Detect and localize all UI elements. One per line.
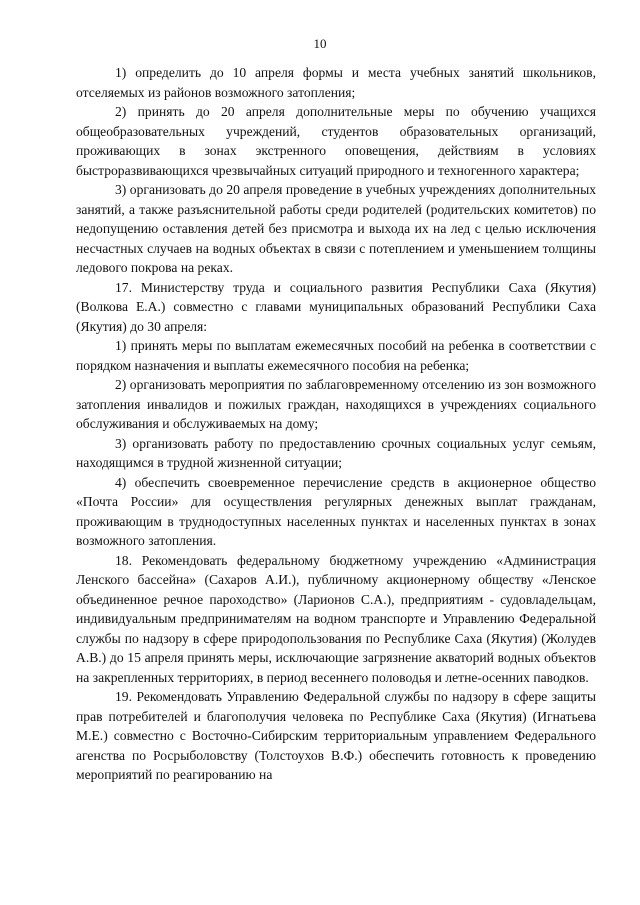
- paragraph-item-2: 2) организовать мероприятия по заблаговременному отселению из зон возможного затопления инвалидов и пожилых граждан, находящихся в учреждениях социального обслуживания и обслуживаемых на дому;: [76, 377, 596, 431]
- paragraph-item-1: 1) определить до 10 апреля формы и места учебных занятий школьников, отселяемых из районов возможного затопления;: [76, 65, 596, 100]
- page-number: 10: [313, 36, 327, 51]
- paragraph-18: 18. Рекомендовать федеральному бюджетному учреждению «Администрация Ленского бассейна» (Сахаров А.И.), публичному акционерному обществу «Ленское объединенное речное пароходство» (Ларионов С.А.), предприятиям - судовладельцам, индивидуальным предпринимателям на водном транспорте и Управлению Федеральной службы по надзору в сфере природопользования по Республике Саха (Якутия) (Жолудев А.В.) до 15 апреля принять меры, исключающие загрязнение акваторий водных объектов на закрепленных территориях, в период весеннего половодья и летне-осенних паводков.: [76, 552, 596, 685]
- document-body: [76, 63, 596, 785]
- paragraph-item-3: 3) организовать работу по предоставлению срочных социальных услуг семьям, находящимся в трудной жизненной ситуации;: [76, 435, 596, 470]
- paragraph-item-4: 4) обеспечить своевременное перечисление средств в акционерное общество «Почта России» для осуществления регулярных денежных выплат гражданам, проживающим в труднодоступных населенных пунктах и населенных пунктах в зонах возможного затопления.: [76, 474, 596, 548]
- paragraph-item-3: 3) организовать до 20 апреля проведение в учебных учреждениях дополнительных занятий, а также разъяснительной работы среди родителей (родительских комитетов) по недопущению оставления детей без присмотра и выхода их на лед с целью исключения несчастных случаев на водных объектах в связи с потеплением и уменьшением толщины ледового покрова на реках.: [76, 182, 596, 275]
- paragraph-item-1: 1) принять меры по выплатам ежемесячных пособий на ребенка в соответствии с порядком назначения и выплаты ежемесячного пособия на ребенка;: [76, 338, 596, 373]
- paragraph-19: 19. Рекомендовать Управлению Федеральной службы по надзору в сфере защиты прав потребителей и благополучия человека по Республике Саха (Якутия) (Игнатьева М.Е.) совместно с Восточно-Сибирским территориальным управлением Федерального агенства по Росрыболовству (Толстоухов В.Ф.) обеспечить готовность к проведению мероприятий по реагированию на: [76, 689, 596, 782]
- paragraph-17: 17. Министерству труда и социального развития Республики Саха (Якутия) (Волкова Е.А.) совместно с главами муниципальных образований Республики Саха (Якутия) до 30 апреля:: [76, 279, 596, 334]
- paragraph-item-2: 2) принять до 20 апреля дополнительные меры по обучению учащихся общеобразовательных учреждений, студентов образовательных организаций, проживающих в зонах экстренного оповещения, действиям в условиях быстроразвивающихся чрезвычайных ситуаций природного и техногенного характера;: [76, 104, 596, 178]
